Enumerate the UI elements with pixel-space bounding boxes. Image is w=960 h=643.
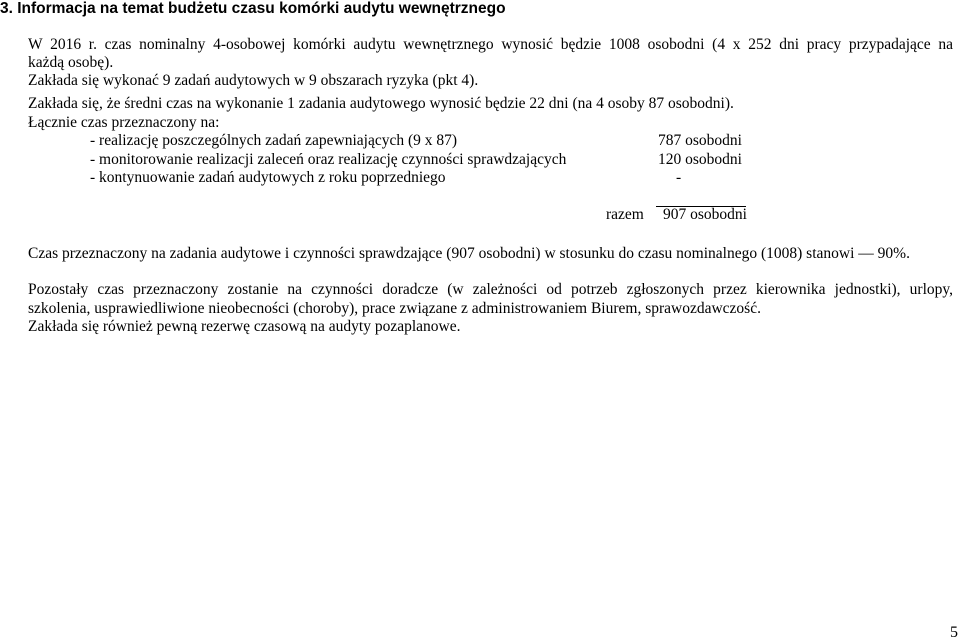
- reserve-time-text: Zakłada się również pewną rezerwę czasową na audyty pozaplanowe.: [28, 318, 461, 335]
- allocation-item-value: -: [676, 169, 682, 186]
- intro-paragraph-line-1: W 2016 r. czas nominalny 4-osobowej komórki audytu wewnętrznego wynosić będzie 1008 osobodni (4 x 252 dni pracy przypadające na: [28, 36, 953, 53]
- total-label: razem: [606, 206, 644, 223]
- total-time-intro: Łącznie czas przeznaczony na:: [28, 114, 220, 131]
- ratio-summary-text: Czas przeznaczony na zadania audytowe i czynności sprawdzające (907 osobodni) w stosunku do czasu nominalnego (1008) stanowi — 90%.: [28, 245, 910, 262]
- total-value: 907 osobodni: [663, 206, 747, 223]
- allocation-item-label: - kontynuowanie zadań audytowych z roku poprzedniego: [90, 169, 446, 186]
- allocation-item-value: 120 osobodni: [658, 151, 742, 168]
- tasks-count-text: Zakłada się wykonać 9 zadań audytowych w 9 obszarach ryzyka (pkt 4).: [28, 72, 479, 89]
- allocation-item-label: - monitorowanie realizacji zaleceń oraz realizację czynności sprawdzających: [90, 151, 567, 168]
- average-time-text: Zakłada się, że średni czas na wykonanie 1 zadania audytowego wynosić będzie 22 dni (na 4 osoby 87 osobodni).: [28, 95, 734, 112]
- remaining-time-line-1: Pozostały czas przeznaczony zostanie na czynności doradcze (w zależności od potrzeb zgłoszonych przez kierownika jednostki), urlopy,: [28, 281, 953, 298]
- allocation-item-label: - realizację poszczególnych zadań zapewniających (9 x 87): [90, 132, 458, 149]
- intro-paragraph-line-2: każdą osobę).: [28, 54, 114, 71]
- remaining-time-line-2: szkolenia, usprawiedliwione nieobecności (choroby), prace związane z administrowaniem Biurem, sprawozdawczość.: [28, 300, 761, 317]
- section-heading: 3. Informacja na temat budżetu czasu komórki audytu wewnętrznego: [0, 0, 506, 17]
- allocation-item-value: 787 osobodni: [658, 132, 742, 149]
- page-number: 5: [950, 624, 958, 641]
